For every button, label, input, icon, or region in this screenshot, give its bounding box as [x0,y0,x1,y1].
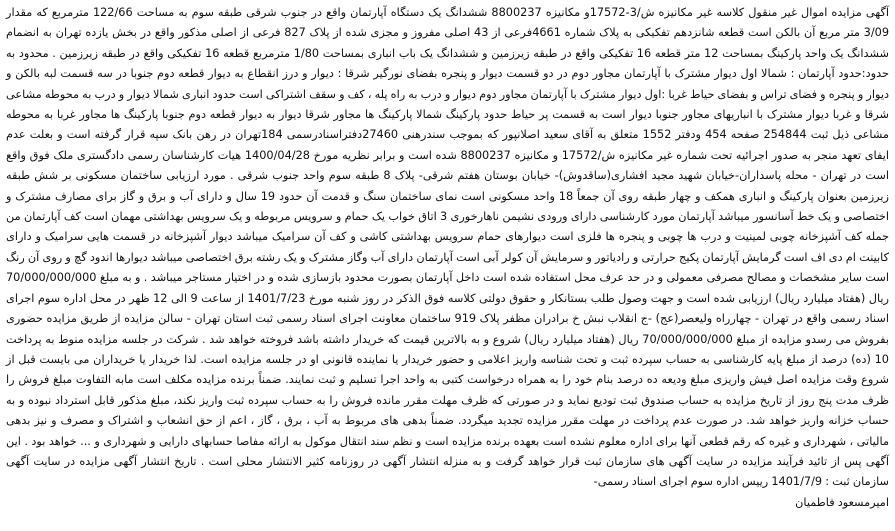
notice-body: آگهی مزایده اموال غیر منقول کلاسه غیر مکانیزه ش/3-17572و مکانیزه 8800237 ششدانگ یک دستگاه آپارتمان واقع در جنوب شرقی طبقه سوم به مساحت 122/66 مترمربع که مقدار 3/09 متر مربع آن بالکن است قطعه شانزدهم تفکیکی به پلاک شماره 4661فرعی از 43 اصلی مفروز و مجزی شده از پلاک 827 فرعی از اصلی مذکور واقع در بخش یازده تهران به انضمام ششدانگ یک واحد پارکینگ بمساحت 12 متر قطعه 16 تفکیکی واقع در طبقه زیرزمین و ششدانگ یک باب انباری بمساحت 1/80 مترمربع قطعه 16 تفکیکی واقع در طبقه زیرزمین . محدود به حدود:حدود آپارتمان : شمالا اول دیوار مشترک با آپارتمان مجاور دوم در دو قسمت دیوار و پنجره بفضای نورگیر شرقا : دیوار و درز انقطاع به دیوار قطعه دوم جنوبا در سه قسمت لبه بالکن و دیوار و پنجره و فضای تراس و بفضای حیاط غربا :اول دیوار مشترک با آپارتمان مجاور دوم دیوار و درب به راه پله ، کف و سقف اشتراکی است حدود انباری شمالا دیوار و درب به محوطه مشاعی شرقا و غربا دیوار مشترک با انباریهای مجاور جنوبا دیوار است به قسمت پر حیاط حدود پارکینگ شمالا پارکینگ ها مجاور شرقا دیوار به دیوار قطعه دوم جنوبا پارکینگ ها مجاور غربا به محوطه مشاعی ذیل ثبت 254844 صفحه 454 ودفتر 1552 متعلق به آقای سعید اصلانپور که بموجب سندرهنی 27460دفتراسنادرسمی 184تهران در رهن بانک سپه قرار گرفته است و بعلت عدم ایفای تعهد منجر به صدور اجرائیه تحت شماره غیر مکانیزه ش/17572 و مکانیزه 8800237 شده است و برابر نظریه مورخ 1400/04/28 هیات کارشناسان رسمی دادگستری ملک فوق واقع است در تهران - محله پاسداران-خیابان شهید مجید افشاری(ساقدوش)- خیابان بوستان هفتم شرقی- پلاک 8 طبقه سوم واحد جنوب شرقی . مورد ارزیابی ساختمان مسکونی بر شش طبقه زیرزمین بعنوان پارکینگ و انباری همکف و چهار طبقه روی آن جمعاً 18 واحد مسکونی است نمای ساختمان سنگ و قدمت آن حدود 19 سال و دارای آب و برق و گاز برای مصارف مشترک و اختصاصی و یک خط آسانسور میباشد آپارتمان مورد کارشناسی دارای ورودی نشیمن ناهارخوری 3 اتاق خواب یک حمام و سرویس مربوطه و یک سرویس بهداشتی مهمان است کف آپارتمان من جمله کف آشپزخانه چوبی لمینیت و درب ها چوبی و پنجره ها فلزی است دیوارهای حمام سرویس بهداشتی کاشی و کف آن سرامیک میباشد دیوار آشپزخانه در قسمت هایی سرامیک و دارای کابینت ام دی اف است گرمایش آپارتمان پکیج حرارتی و رادیاتور و سرمایش آن کولر آبی است آپارتمان دارای آب وگاز مشترک و یک رشته برق اختصاصی میباشد دیوارها اندود گچ و روی آن رنگ است سایر مشخصات و مصالح مصرفی معمولی و در حد عرف محل استفاده شده است داخل آپارتمان بصورت محدود بازسازی شده و در اختیار مستاجر میباشد . و به مبلغ 70/000/000/000 ریال (هفتاد میلیارد ریال) ارزیابی شده است و جهت وصول طلب بستانکار و حقوق دولتی کلاسه فوق الذکر در روز شنبه مورخ 1401/7/23 از ساعت 9 الی 12 ظهر در محل اداره سوم اجرای اسناد رسمی واقع در تهران - چهارراه ولیعصر(عج) -ج انقلاب نبش خ برادران مظفر پلاک 919 ساختمان معاونت اجرای اسناد رسمی ثبت استان تهران - سالن مزایده از طریق مزایده حضوری بفروش می رسدو مزایده از مبلغ 70/000/000/000 ریال (هفتاد میلیارد ریال) شروع و به بالاترین قیمت که خریدار داشته باشد فروخته خواهد شد . شرکت در جلسه مزایده منوط به پرداخت 10 (ده) درصد از مبلغ پایه کارشناسی به حساب سپرده ثبت و تحت شناسه واریز اعلامی و حضور خریدار یا نماینده قانونی او در جلسه مزایده است. لذا خریدار یا خریداران می بایست قبل از شروع وقت مزایده اصل فیش واریزی مبلغ ودیعه ده درصد بنام خود را به همراه درخواست کتبی به واحد اجرا تسلیم و ثبت نمایند. ضمناً برنده مزایده مکلف است مابه التفاوت مبلغ فروش را ظرف مدت پنج روز از تاریخ مزایده به حساب صندوق ثبت تودیع نماید و در صورتی که ظرف مهلت مقرر مانده فروش را به حساب سپرده ثبت واریز نکند، مبلغ مذکور قابل استرداد نبوده و به حساب خزانه واریز خواهد شد. در صورت عدم پرداخت در مهلت مقرر مزایده تجدید میگردد. ضمناً بدهی های مربوط به آب ، برق ، گاز ، اعم از حق انشعاب و اشتراک و مصرف و نیز بدهی مالیاتی ، شهرداری و غیره که رقم قطعی آنها برای اداره معلوم نشده است بعهده برنده مزایده است و نظم سند انتقال موکول به ارائه مفاصا حسابهای دارایی و شهرداری و ... خواهد بود . این آگهی پس از تائید فرآیند مزایده در سایت آگهی های سازمان ثبت قرار خواهد گرفت و به منزله انتشار آگهی در روزنامه کثیر الانتشار محلی است . تاریخ انتشار آگهی مزایده در سایت آگهی سازمان ثبت : 1401/7/9 رییس اداره سوم اجرای اسناد رسمی- [6,6,890,489]
signature-line: امیرمسعود فاطمیان [795,495,889,509]
